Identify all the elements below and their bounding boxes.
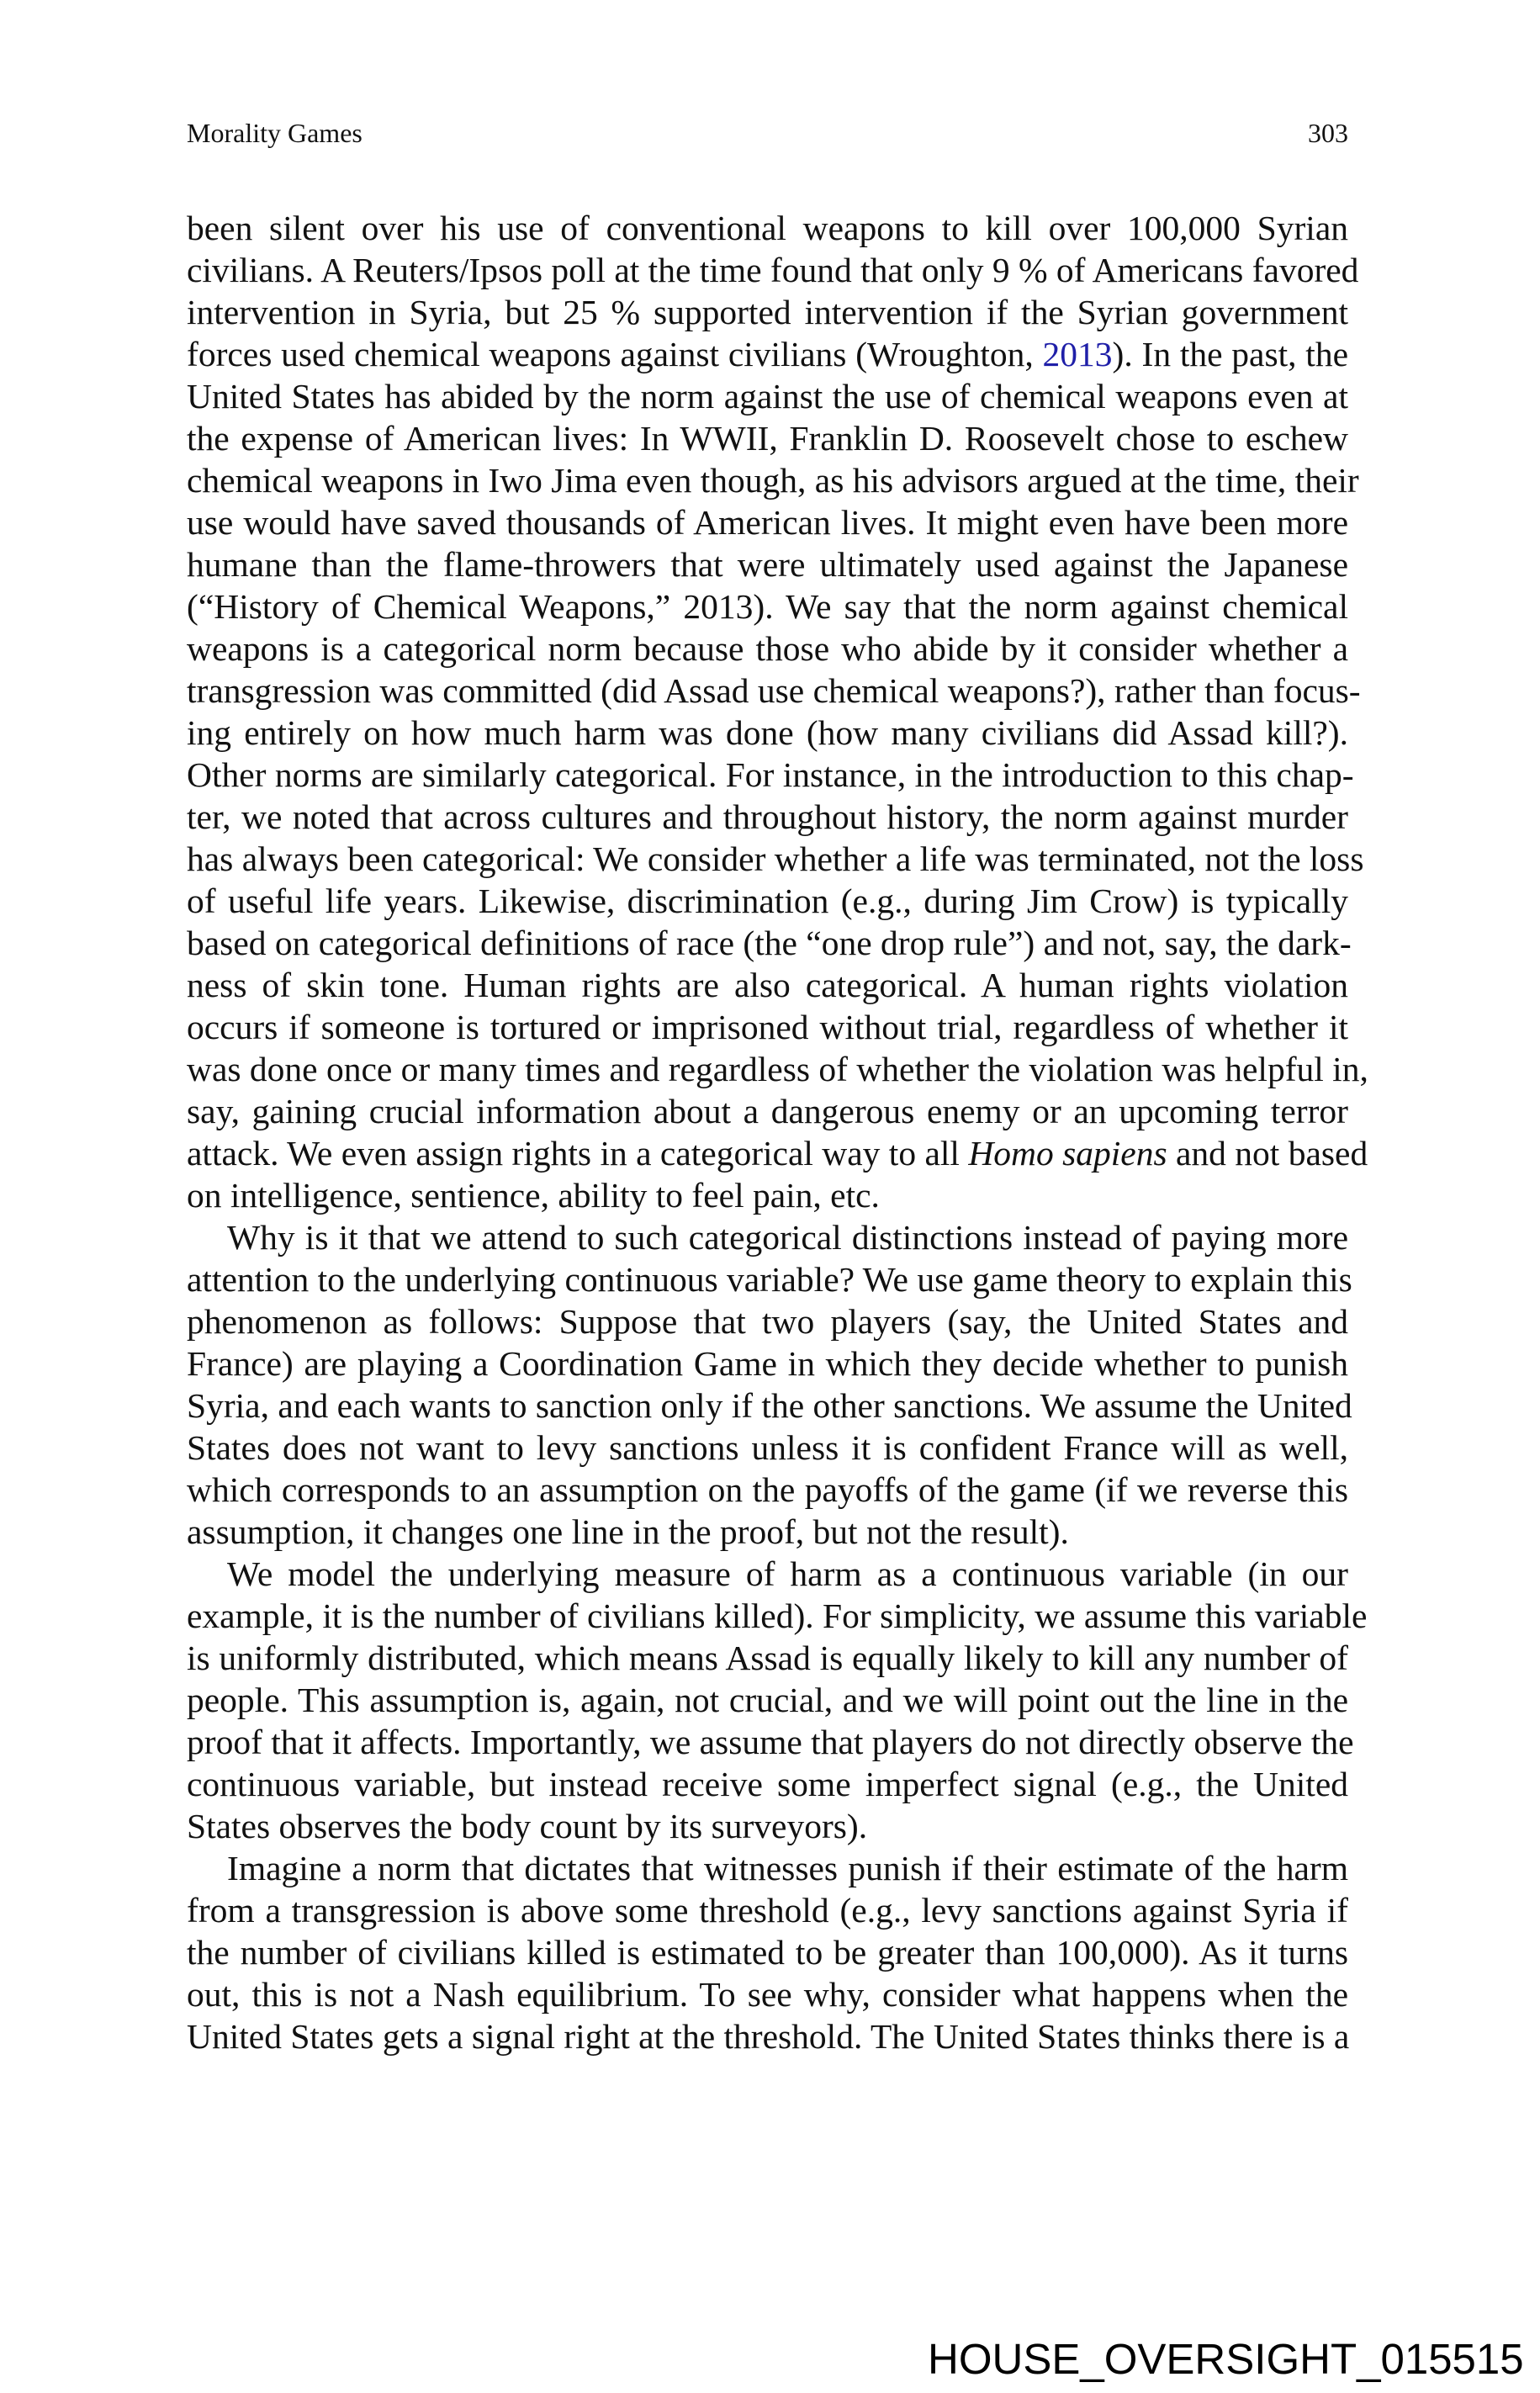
text-line: We model the underlying measure of harm as a continuous variable (in our (227, 1554, 1348, 1593)
text-line: Other norms are similarly categorical. For instance, in the introduction to this chap- (187, 755, 1354, 794)
text-line: forces used chemical weapons against civilians (Wroughton, 2013). In the past, the (187, 335, 1348, 373)
italic-term: Homo sapiens (968, 1134, 1167, 1173)
text-line: phenomenon as follows: Suppose that two players (say, the United States and (187, 1302, 1348, 1341)
paragraph (187, 1553, 1368, 1847)
text-line: been silent over his use of conventional weapons to kill over 100,000 Syrian (187, 209, 1348, 247)
text-line: chemical weapons in Iwo Jima even though, as his advisors argued at the time, their (187, 461, 1359, 500)
text-line: France) are playing a Coordination Game in which they decide whether to punish (187, 1344, 1348, 1383)
text-line: was done once or many times and regardless of whether the violation was helpful in, (187, 1050, 1368, 1088)
bates-stamp: HOUSE_OVERSIGHT_015515 (928, 2335, 1524, 2383)
running-title: Morality Games (187, 118, 363, 148)
paragraph (187, 1847, 1348, 2057)
text-line: humane than the flame-throwers that were ultimately used against the Japanese (187, 545, 1348, 584)
text-line: intervention in Syria, but 25 % supported intervention if the Syrian government (187, 293, 1348, 331)
paragraph (187, 1216, 1352, 1553)
paragraph (187, 207, 1368, 1216)
text-line: the number of civilians killed is estimated to be greater than 100,000). As it turns (187, 1933, 1348, 1972)
text-line: Syria, and each wants to sanction only if the other sanctions. We assume the United (187, 1386, 1352, 1425)
text-line: people. This assumption is, again, not crucial, and we will point out the line in the (187, 1681, 1348, 1719)
body-text (187, 207, 1368, 2057)
text-line: say, gaining crucial information about a dangerous enemy or an upcoming terror (187, 1092, 1348, 1130)
text-line: based on categorical definitions of race (the “one drop rule”) and not, say, the dark- (187, 924, 1352, 962)
text-line: example, it is the number of civilians killed). For simplicity, we assume this variable (187, 1596, 1368, 1635)
text-line: civilians. A Reuters/Ipsos poll at the time found that only 9 % of Americans favored (187, 251, 1359, 289)
text-line: ness of skin tone. Human rights are also categorical. A human rights violation (187, 966, 1348, 1004)
text-line: transgression was committed (did Assad use chemical weapons?), rather than focus- (187, 671, 1361, 710)
text-line: which corresponds to an assumption on the payoffs of the game (if we reverse this (187, 1470, 1348, 1509)
text-line: out, this is not a Nash equilibrium. To see why, consider what happens when the (187, 1975, 1348, 2014)
text-line: on intelligence, sentience, ability to feel pain, etc. (187, 1176, 880, 1215)
text-line: the expense of American lives: In WWII, Franklin D. Roosevelt chose to eschew (187, 419, 1348, 458)
text-line: Imagine a norm that dictates that witnesses punish if their estimate of the harm (227, 1849, 1348, 1887)
text-line: attention to the underlying continuous variable? We use game theory to explain this (187, 1260, 1352, 1299)
text-line: weapons is a categorical norm because those who abide by it consider whether a (187, 629, 1348, 668)
text-line: occurs if someone is tortured or imprisoned without trial, regardless of whether it (187, 1008, 1348, 1046)
text-line: United States gets a signal right at the threshold. The United States thinks there is a (187, 2017, 1350, 2056)
text-line: use would have saved thousands of American lives. It might even have been more (187, 503, 1348, 542)
text-line: States observes the body count by its surveyors). (187, 1807, 868, 1845)
text-line: continuous variable, but instead receive some imperfect signal (e.g., the United (187, 1765, 1348, 1803)
text-line: has always been categorical: We consider whether a life was terminated, not the loss (187, 839, 1364, 878)
text-line: ing entirely on how much harm was done (how many civilians did Assad kill?). (187, 713, 1348, 752)
text-line: States does not want to levy sanctions unless it is confident France will as well, (187, 1428, 1348, 1467)
text-line: is uniformly distributed, which means Assad is equally likely to kill any number of (187, 1639, 1348, 1677)
text-line: assumption, it changes one line in the proof, but not the result). (187, 1512, 1069, 1551)
running-header (187, 118, 1348, 156)
citation-link[interactable]: 2013 (1042, 335, 1113, 373)
text-line: (“History of Chemical Weapons,” 2013). We say that the norm against chemical (187, 587, 1348, 626)
text-line: from a transgression is above some threshold (e.g., levy sanctions against Syria if (187, 1891, 1348, 1930)
text-line: United States has abided by the norm against the use of chemical weapons even at (187, 377, 1348, 416)
text-line: Why is it that we attend to such categorical distinctions instead of paying more (227, 1218, 1348, 1257)
text-line: proof that it affects. Importantly, we assume that players do not directly observe the (187, 1723, 1354, 1761)
text-line: attack. We even assign rights in a categorical way to all Homo sapiens and not based (187, 1134, 1368, 1173)
text-line: of useful life years. Likewise, discrimination (e.g., during Jim Crow) is typically (187, 881, 1348, 920)
page-number: 303 (1308, 118, 1348, 148)
text-line: ter, we noted that across cultures and throughout history, the norm against murder (187, 797, 1348, 836)
